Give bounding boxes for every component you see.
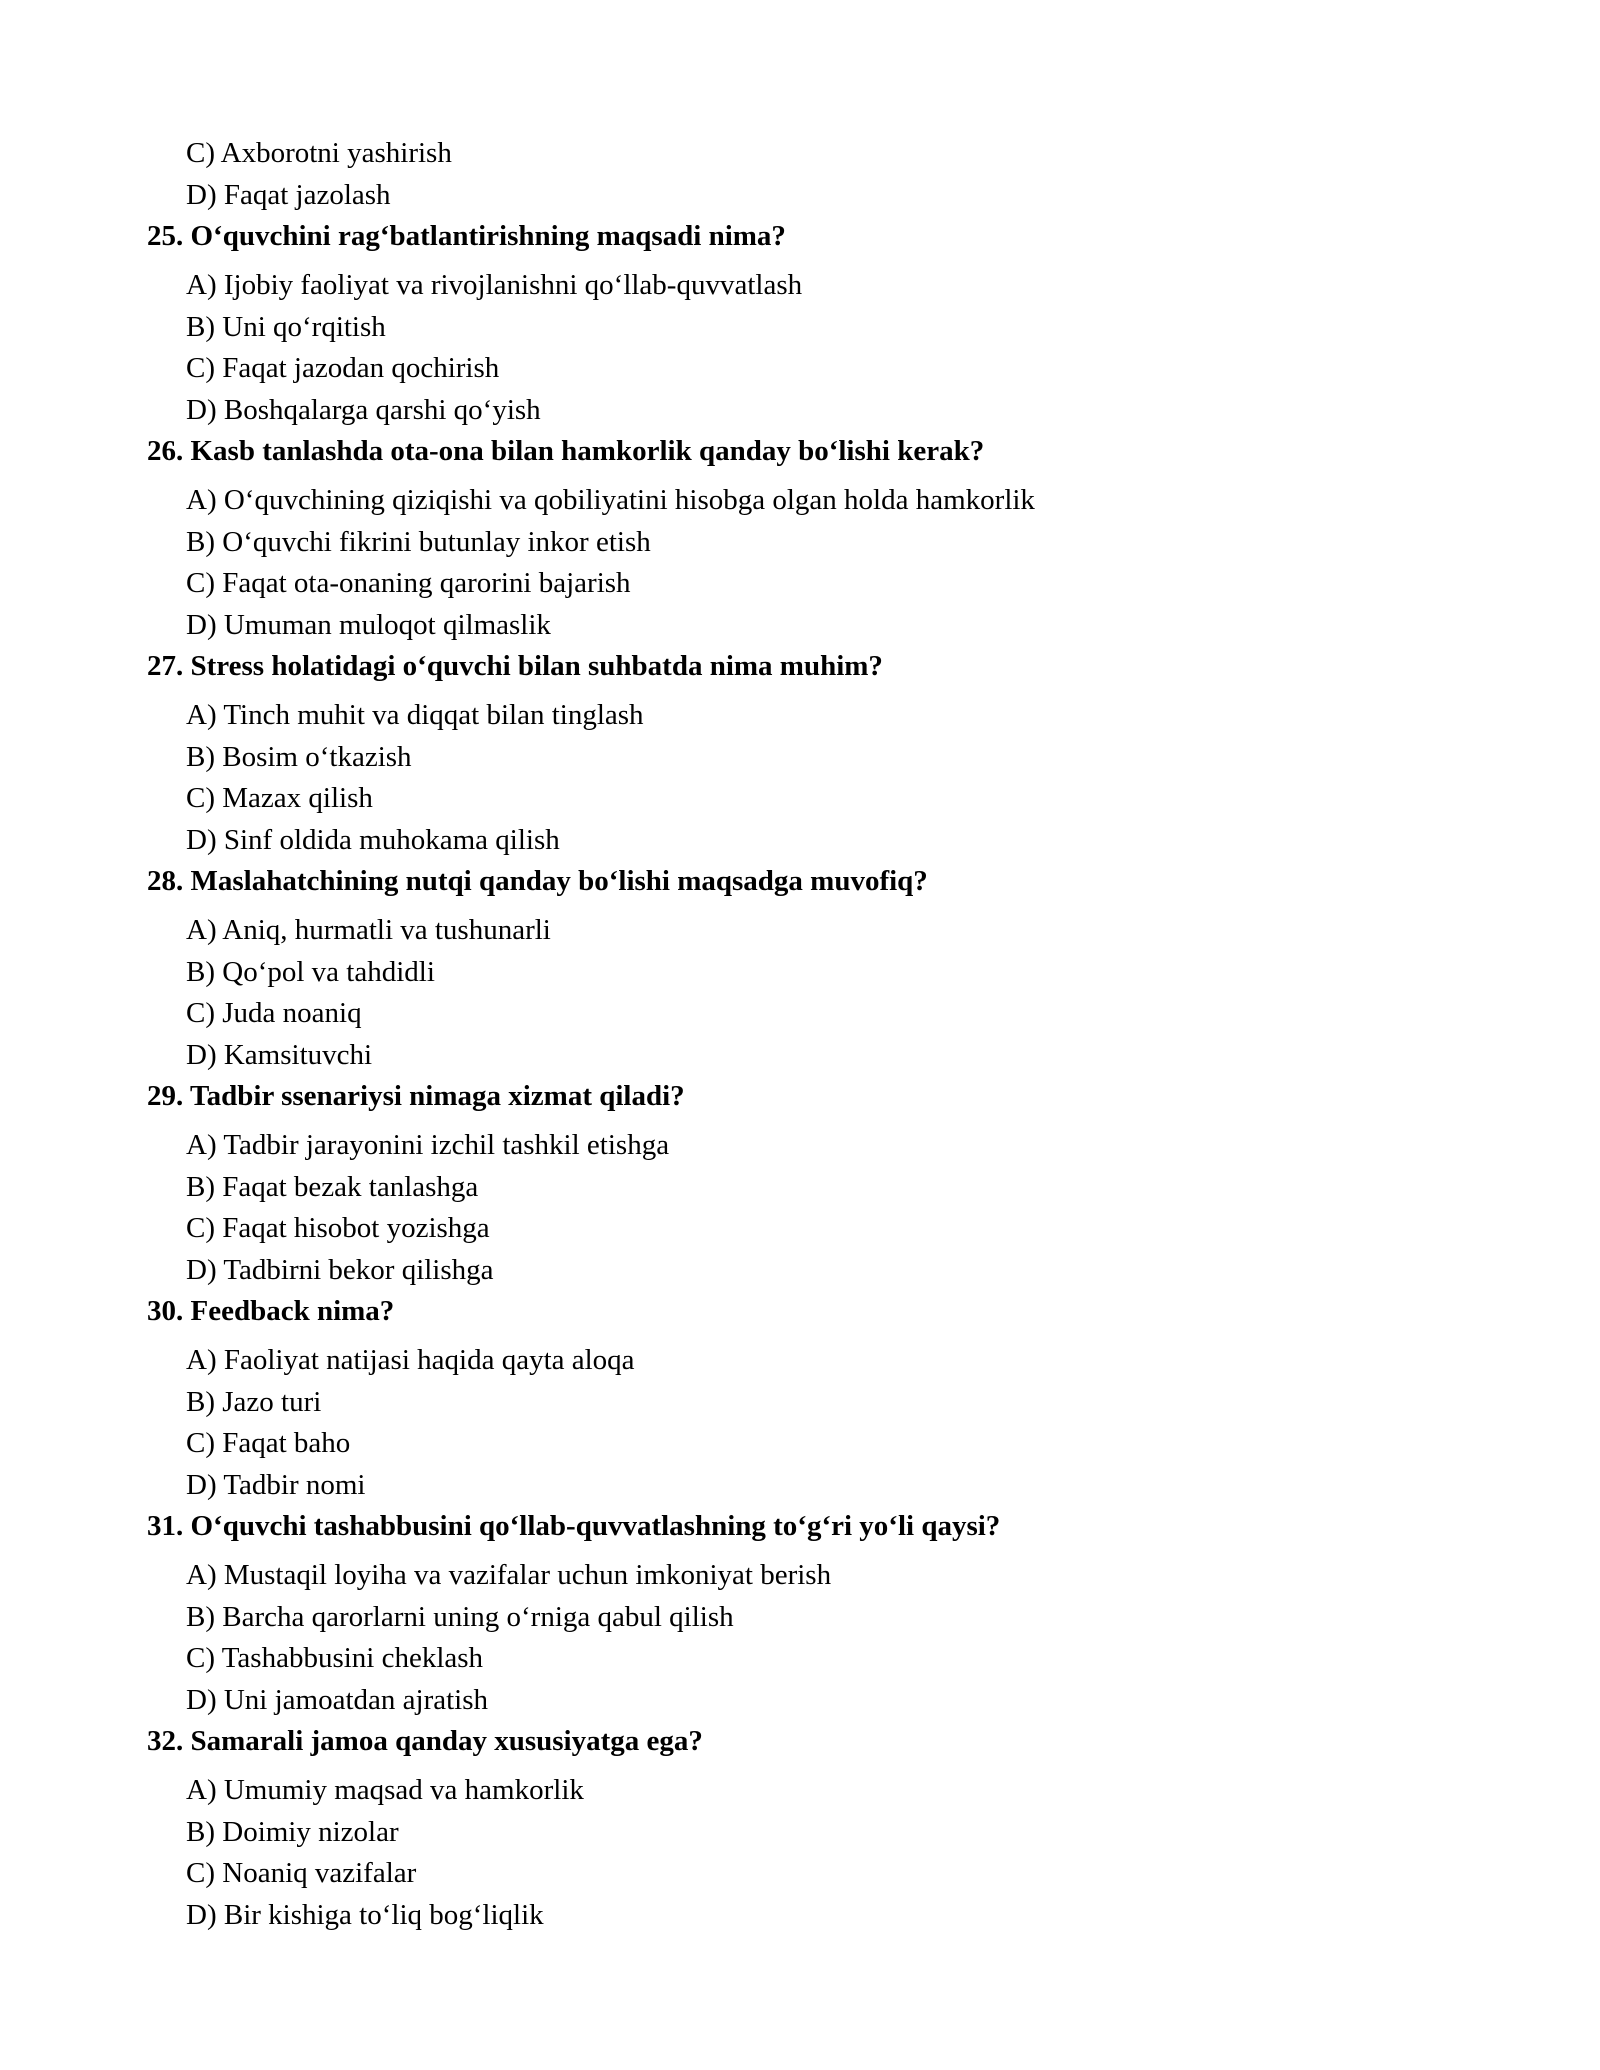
answer-option: A) Faoliyat natijasi haqida qayta aloqa: [186, 1344, 635, 1376]
answer-option: D) Uni jamoatdan ajratish: [186, 1683, 488, 1716]
question-block-26: [147, 431, 1467, 646]
answer-option: C) Faqat ota-onaning qarorini bajarish: [186, 567, 631, 599]
question-title: 32. Samarali jamoa qanday xususiyatga ega?: [147, 1725, 703, 1757]
answer-option: D) Faqat jazolash: [186, 178, 391, 211]
answer-option: D) Bir kishiga to‘liq bog‘liqlik: [186, 1898, 544, 1931]
question-title: 31. O‘quvchi tashabbusini qo‘llab-quvvatlashning to‘g‘ri yo‘li qaysi?: [147, 1510, 1001, 1542]
answer-option: A) Ijobiy faoliyat va rivojlanishni qo‘llab-quvvatlash: [186, 269, 803, 301]
answer-option: A) Tinch muhit va diqqat bilan tinglash: [186, 699, 644, 731]
answer-option: D) Boshqalarga qarshi qo‘yish: [186, 393, 541, 426]
question-block-32: [147, 1721, 1467, 1936]
question-block-31: [147, 1506, 1467, 1721]
question-title: 30. Feedback nima?: [147, 1295, 395, 1327]
answer-option: C) Noaniq vazifalar: [186, 1857, 417, 1889]
answer-option: A) Tadbir jarayonini izchil tashkil etishga: [186, 1129, 670, 1161]
answer-option: A) Aniq, hurmatli va tushunarli: [186, 914, 551, 946]
question-block-29: [147, 1076, 1467, 1291]
question-title: 25. O‘quvchini rag‘batlantirishning maqsadi nima?: [147, 220, 786, 252]
answer-option: B) Faqat bezak tanlashga: [186, 1170, 479, 1203]
answer-option: B) O‘quvchi fikrini butunlay inkor etish: [186, 525, 651, 558]
question-block-27: [147, 646, 1467, 861]
question-title: 28. Maslahatchining nutqi qanday bo‘lishi maqsadga muvofiq?: [147, 865, 928, 897]
question-block-28: [147, 861, 1467, 1076]
question-title: 29. Tadbir ssenariysi nimaga xizmat qiladi?: [147, 1080, 685, 1112]
answer-option: B) Doimiy nizolar: [186, 1815, 399, 1848]
question-title: 27. Stress holatidagi o‘quvchi bilan suhbatda nima muhim?: [147, 650, 883, 682]
answer-option: C) Juda noaniq: [186, 997, 362, 1029]
answer-option: A) Mustaqil loyiha va vazifalar uchun imkoniyat berish: [186, 1559, 832, 1591]
continued-options: [147, 133, 1467, 216]
answer-option: C) Tashabbusini cheklash: [186, 1642, 484, 1674]
answer-option: C) Faqat baho: [186, 1427, 351, 1459]
answer-option: A) Umumiy maqsad va hamkorlik: [186, 1774, 584, 1806]
quiz-content: [147, 133, 1467, 1936]
answer-option: D) Kamsituvchi: [186, 1038, 373, 1071]
answer-option: B) Qo‘pol va tahdidli: [186, 955, 435, 988]
answer-option: D) Tadbir nomi: [186, 1468, 366, 1501]
answer-option: B) Bosim o‘tkazish: [186, 740, 412, 773]
answer-option: B) Barcha qarorlarni uning o‘rniga qabul qilish: [186, 1600, 734, 1633]
answer-option: D) Umuman muloqot qilmaslik: [186, 608, 551, 641]
question-block-25: [147, 216, 1467, 431]
answer-option: C) Faqat hisobot yozishga: [186, 1212, 490, 1244]
answer-option: B) Uni qo‘rqitish: [186, 310, 386, 343]
answer-option: B) Jazo turi: [186, 1385, 322, 1418]
answer-option: D) Tadbirni bekor qilishga: [186, 1253, 494, 1286]
answer-option: A) O‘quvchining qiziqishi va qobiliyatini hisobga olgan holda hamkorlik: [186, 484, 1035, 516]
question-block-30: [147, 1291, 1467, 1506]
answer-option: C) Faqat jazodan qochirish: [186, 352, 500, 384]
answer-option: C) Axborotni yashirish: [186, 137, 452, 169]
answer-option: D) Sinf oldida muhokama qilish: [186, 823, 560, 856]
answer-option: C) Mazax qilish: [186, 782, 373, 814]
question-title: 26. Kasb tanlashda ota-ona bilan hamkorlik qanday bo‘lishi kerak?: [147, 435, 985, 467]
